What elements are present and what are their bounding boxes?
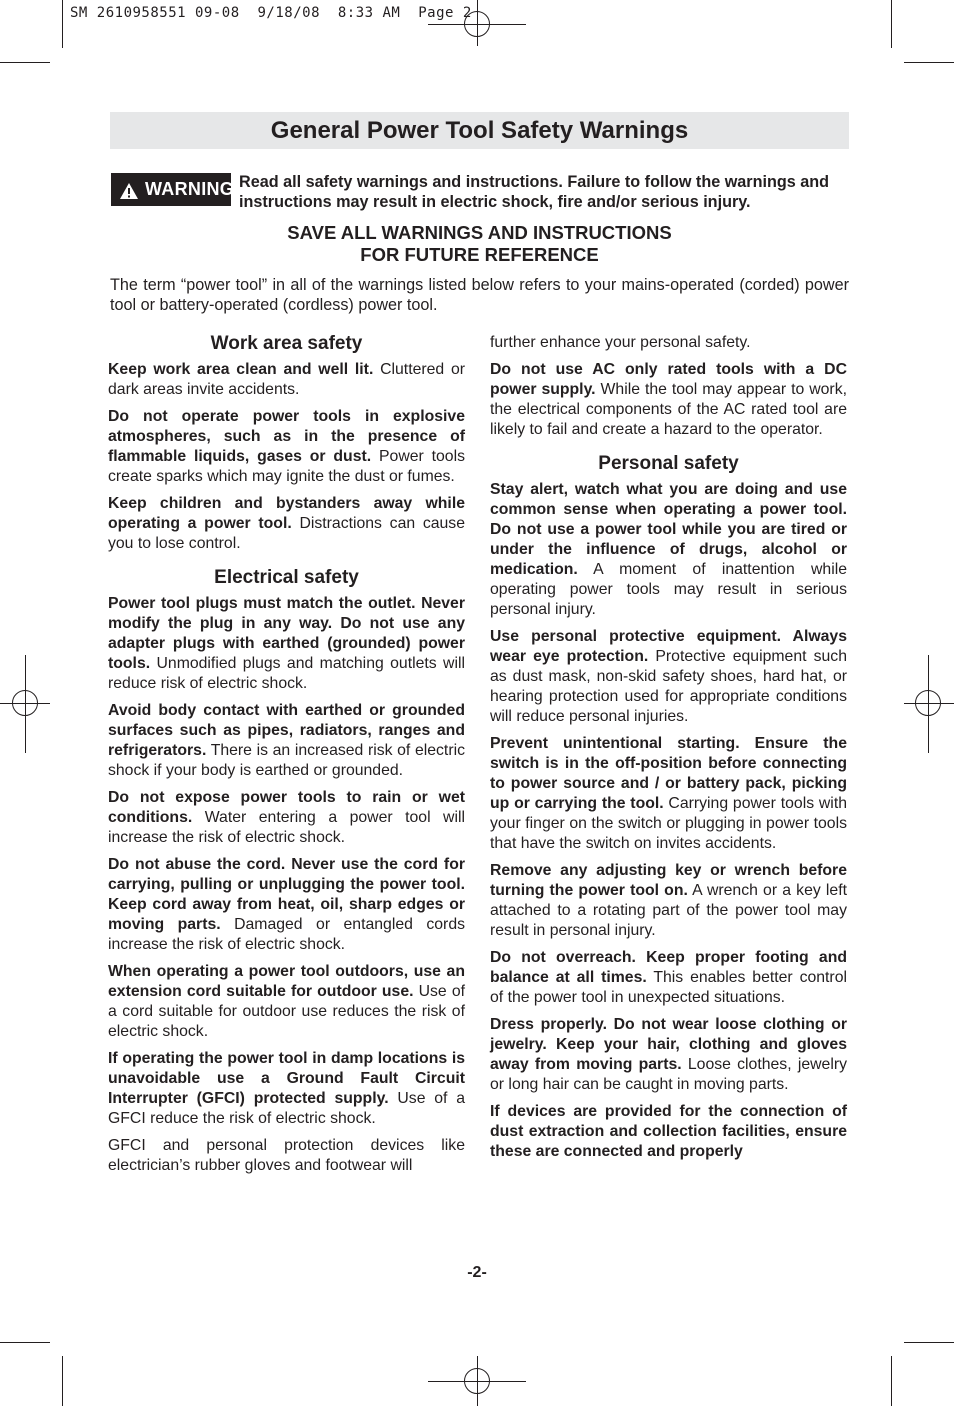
crop-mark <box>62 1356 63 1406</box>
paragraph: Prevent unintentional starting. Ensure the switch is in the off-position before connecting to power source and / or battery pack, picking up or carrying the tool. Carrying power tools with your finger on the switch or plugging in power tools that have the switch on invites accidents. <box>490 735 847 852</box>
crop-mark <box>904 1342 954 1343</box>
paragraph: Do not operate power tools in explosive atmospheres, such as in the presence of flammable liquids, gases or dust. Power tools create sparks which may ignite the dust or fumes. <box>108 408 465 485</box>
paragraph: Remove any adjusting key or wrench before turning the power tool on. A wrench or a key left attached to a rotating part of the power tool may result in personal injury. <box>490 862 847 939</box>
intro-paragraph: The term “power tool” in all of the warnings listed below refers to your mains-operated (corded) power tool or battery-operated (cordless) power tool. <box>110 276 849 314</box>
save-line-2: FOR FUTURE REFERENCE <box>360 244 599 265</box>
paragraph: Keep work area clean and well lit. Cluttered or dark areas invite accidents. <box>108 361 466 398</box>
paragraph: Do not overreach. Keep proper footing and balance at all times. This enables better control of the power tool in unexpected situations. <box>490 949 847 1006</box>
paragraph: If operating the power tool in damp locations is unavoidable use a Ground Fault Circuit Interrupter (GFCI) protected supply. Use of a GFCI reduce the risk of electric shock. <box>108 1050 466 1127</box>
save-instructions-heading <box>110 222 849 266</box>
crop-mark <box>0 1342 50 1343</box>
personal-safety-heading: Personal safety <box>598 453 739 474</box>
page-title: General Power Tool Safety Warnings <box>270 117 689 144</box>
paragraph: Do not expose power tools to rain or wet conditions. Water entering a power tool will increase the risk of electric shock. <box>108 789 465 846</box>
crop-mark <box>904 62 954 63</box>
crop-mark <box>62 0 63 48</box>
paragraph: Keep children and bystanders away while operating a power tool. Distractions can cause you to lose control. <box>108 495 465 552</box>
crop-mark <box>891 1356 892 1406</box>
paragraph: Avoid body contact with earthed or grounded surfaces such as pipes, radiators, ranges and refrigerators. There is an increased risk of electric shock if your body is earthed or grounded. <box>108 702 465 779</box>
paragraph: Dress properly. Do not wear loose clothing or jewelry. Keep your hair, clothing and gloves away from moving parts. Loose clothes, jewelry or long hair can be caught in moving parts. <box>490 1016 847 1093</box>
save-line-1: SAVE ALL WARNINGS AND INSTRUCTIONS <box>287 222 672 243</box>
paragraph: GFCI and personal protection devices like electrician’s rubber gloves and footwear will <box>108 1137 465 1174</box>
warning-label: WARNING <box>145 179 235 199</box>
paragraph: Use personal protective equipment. Always wear eye protection. Protective equipment such as dust mask, non-skid safety shoes, hard hat, or hearing protection used for appropriate conditions will reduce personal injuries. <box>490 628 847 725</box>
paragraph: Power tool plugs must match the outlet. Never modify the plug in any way. Do not use any adapter plugs with earthed (grounded) power tools. Unmodified plugs and matching outlets will reduce risk of electric shock. <box>108 595 465 692</box>
paragraph: If devices are provided for the connection of dust extraction and collection facilities, ensure these are connected and properly <box>490 1103 847 1160</box>
right-column <box>490 333 847 1169</box>
print-slug: SM 2610958551 09-08 9/18/08 8:33 AM Page 2 <box>70 5 472 21</box>
paragraph: When operating a power tool outdoors, use an extension cord suitable for outdoor use. Use of a cord suitable for outdoor use reduces the risk of electric shock. <box>108 963 465 1040</box>
warning-triangle-icon <box>119 182 139 200</box>
paragraph: Do not abuse the cord. Never use the cord for carrying, pulling or unplugging the power tool. Keep cord away from heat, oil, sharp edges or moving parts. Damaged or entangled cords increase the risk of electric shock. <box>108 856 465 953</box>
crop-mark <box>891 0 892 48</box>
electrical-heading: Electrical safety <box>214 567 359 588</box>
title-bar <box>110 112 849 149</box>
crop-mark <box>0 62 50 63</box>
page-number: -2- <box>467 1264 487 1281</box>
paragraph: Do not use AC only rated tools with a DC power supply. While the tool may appear to work, the electrical components of the AC rated tool are likely to fail and create a hazard to the operator. <box>490 361 847 438</box>
paragraph: Stay alert, watch what you are doing and use common sense when operating a power tool. Do not use a power tool while you are tired or under the influence of drugs, alcohol or medication. A moment of inattention while operating power tools may result in serious personal injury. <box>490 481 847 618</box>
warning-badge <box>111 173 235 206</box>
paragraph: further enhance your personal safety. <box>490 334 751 351</box>
warning-message: Read all safety warnings and instructions. Failure to follow the warnings and instructions may result in electric shock, fire and/or serious injury. <box>239 173 830 211</box>
left-column <box>108 332 465 1183</box>
work-area-heading: Work area safety <box>210 333 363 354</box>
